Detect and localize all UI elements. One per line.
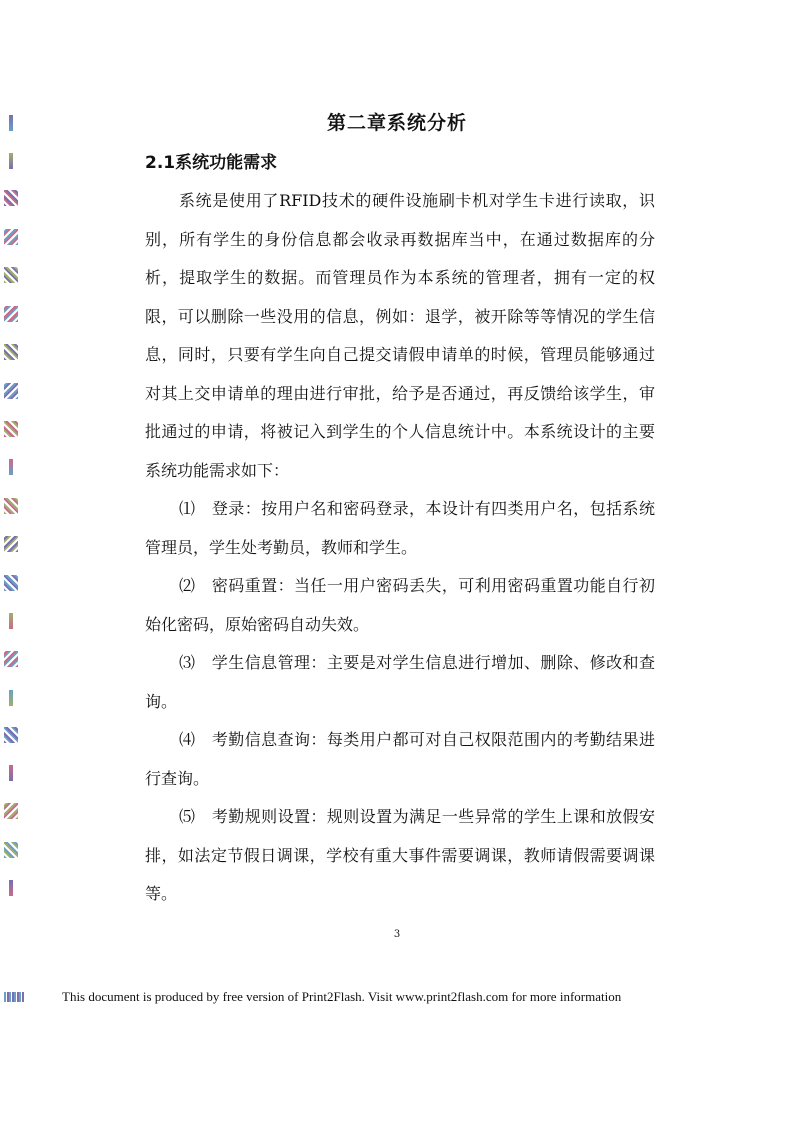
page-number: 3	[393, 929, 401, 940]
margin-artifact	[4, 229, 18, 245]
margin-artifact	[9, 613, 13, 629]
margin-artifact	[4, 536, 18, 552]
requirement-item-student-info: ⑶ 学生信息管理：主要是对学生信息进行增加、删除、修改和查询。	[145, 653, 655, 711]
requirement-item-login: ⑴ 登录：按用户名和密码登录，本设计有四类用户名，包括系统管理员，学生处考勤员，教师和学生。	[145, 499, 655, 557]
margin-artifact	[9, 690, 13, 706]
margin-artifact	[4, 498, 18, 514]
margin-artifact	[4, 267, 18, 283]
margin-artifact	[4, 727, 18, 743]
margin-artifact	[4, 651, 18, 667]
requirement-item-attendance-query: ⑷ 考勤信息查询：每类用户都可对自己权限范围内的考勤结果进行查询。	[145, 730, 655, 788]
margin-artifact-strip	[4, 0, 24, 1123]
margin-artifact	[9, 880, 13, 896]
body-text	[145, 182, 655, 914]
margin-artifact	[9, 459, 13, 475]
margin-artifact	[9, 153, 13, 169]
margin-artifact	[4, 803, 18, 819]
margin-artifact	[4, 421, 18, 437]
margin-artifact	[4, 383, 18, 399]
margin-artifact	[4, 575, 18, 591]
margin-artifact	[4, 992, 24, 1002]
requirement-item-password-reset: ⑵ 密码重置：当任一用户密码丢失，可利用密码重置功能自行初始化密码，原始密码自动失效。	[145, 576, 655, 634]
section-title: 2.1系统功能需求	[145, 153, 278, 173]
intro-paragraph: 系统是使用了RFID技术的硬件设施刷卡机对学生卡进行读取，识别，所有学生的身份信息都会收录再数据库当中，在通过数据库的分析，提取学生的数据。而管理员作为本系统的管理者，拥有一定的权限，可以删除一些没用的信息，例如：退学，被开除等等情况的学生信息，同时，只要有学生向自己提交请假申请单的时候，管理员能够通过对其上交申请单的理由进行审批，给予是否通过，再反馈给该学生，审批通过的申请，将被记入到学生的个人信息统计中。本系统设计的主要系统功能需求如下：	[145, 191, 655, 480]
margin-artifact	[9, 765, 13, 781]
margin-artifact	[4, 344, 18, 360]
chapter-title: 第二章系统分析	[326, 112, 467, 134]
requirement-item-attendance-rules: ⑸ 考勤规则设置：规则设置为满足一些异常的学生上课和放假安排，如法定节假日调课，学校有重大事件需要调课，教师请假需要调课等。	[145, 807, 655, 903]
margin-artifact	[4, 842, 18, 858]
margin-artifact	[4, 306, 18, 322]
margin-artifact	[4, 190, 18, 206]
footer-watermark-note: This document is produced by free version of Print2Flash. Visit www.print2flash.com for more information	[62, 989, 622, 1004]
